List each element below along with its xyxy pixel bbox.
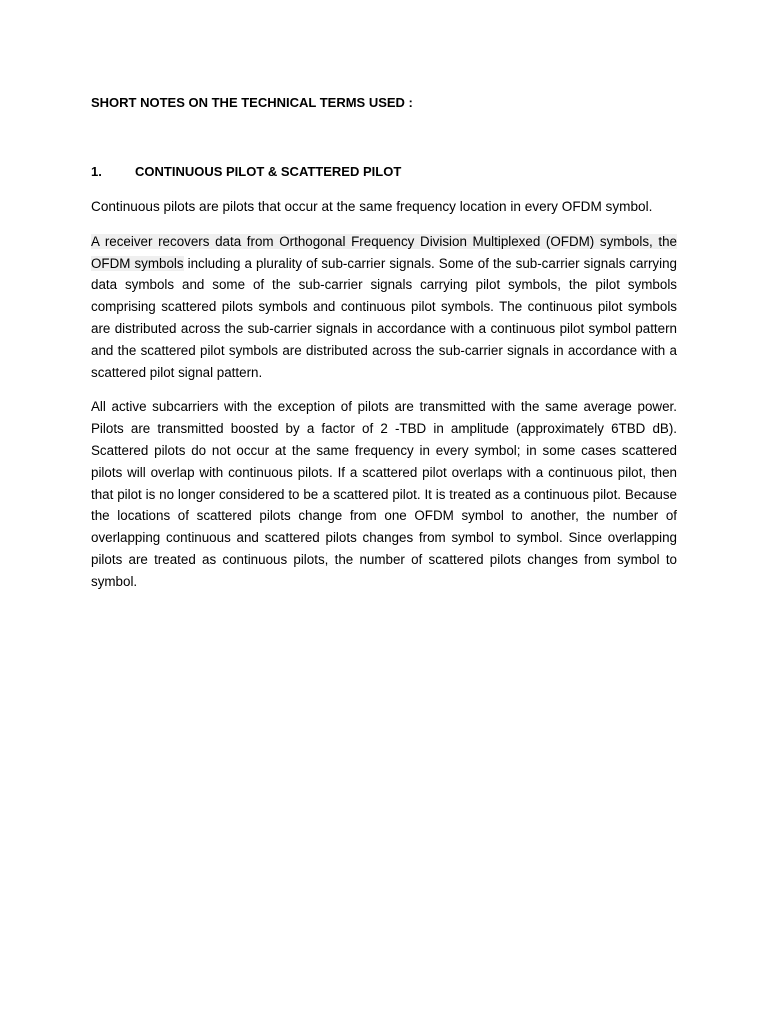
receiver-paragraph-text: including a plurality of sub-carrier signals. Some of the sub-carrier signals carrying data symbols and some of the sub-carrier signals carrying pilot symbols, the pilot symbols comprising scattered pilots symbols and continuous pilot symbols. The continuous pilot symbols are distributed across the sub-carrier signals in accordance with a continuous pilot symbol pattern and the scattered pilot symbols are distributed across the sub-carrier signals in accordance with a scattered pilot signal pattern.: [91, 255, 677, 380]
highlighted-text: A receiver recovers data from Orthogonal Frequency Division Multiplexed (OFDM) symbols, the OFDM symbols: [91, 233, 677, 271]
power-paragraph: All active subcarriers with the exception of pilots are transmitted with the same average power. Pilots are transmitted boosted by a factor of 2 -TBD in amplitude (approximately 6TBD dB). Scattered pilots do not occur at the same frequency in every symbol; in some cases scattered pilots will overlap with continuous pilots. If a scattered pilot overlaps with a continuous pilot, then that pilot is no longer considered to be a scattered pilot. It is treated as a continuous pilot. Because the locations of scattered pilots change from one OFDM symbol to another, the number of overlapping continuous and scattered pilots changes from symbol to symbol. Since overlapping pilots are treated as continuous pilots, the number of scattered pilots changes from symbol to symbol.: [91, 399, 677, 589]
section-heading: [91, 163, 677, 181]
page-title: SHORT NOTES ON THE TECHNICAL TERMS USED :: [91, 95, 413, 110]
intro-paragraph: Continuous pilots are pilots that occur at the same frequency location in every OFDM symbol.: [91, 199, 653, 214]
receiver-paragraph: [91, 231, 677, 384]
document-body: [91, 94, 677, 593]
section-title: CONTINUOUS PILOT & SCATTERED PILOT: [135, 164, 402, 179]
section-number: 1.: [91, 164, 102, 179]
